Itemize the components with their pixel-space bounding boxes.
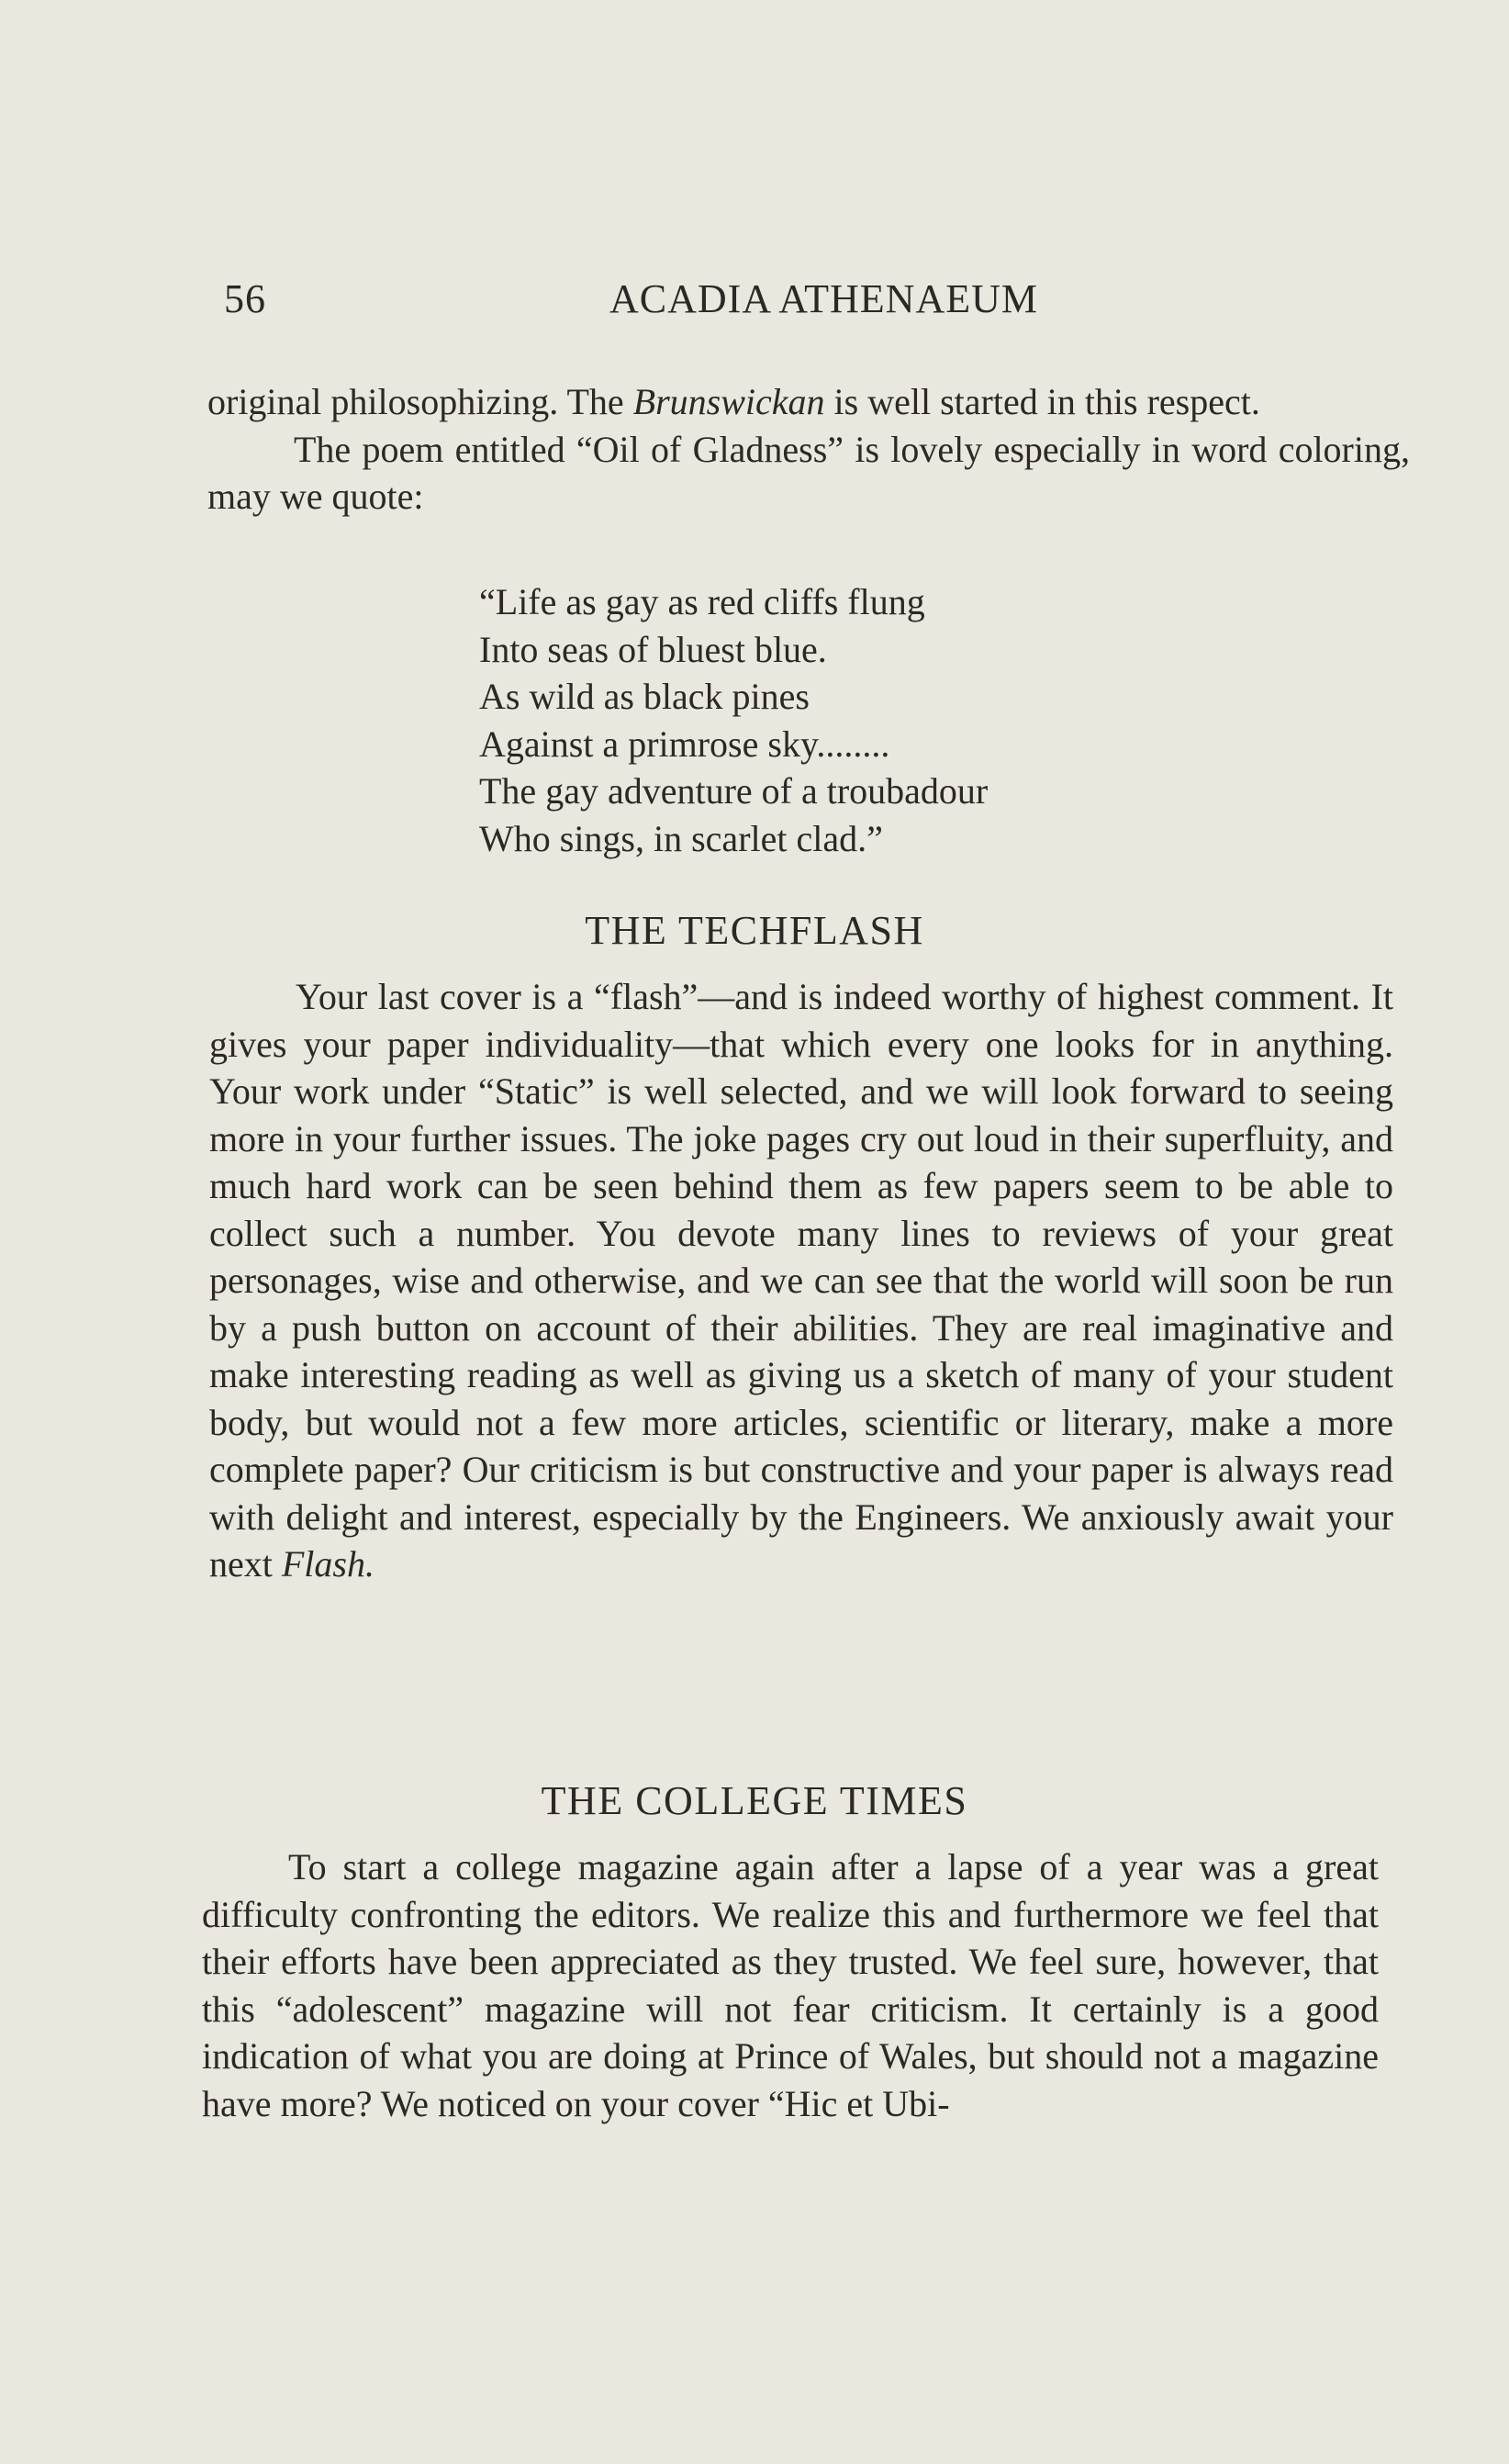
poem-quote: [479, 578, 988, 862]
poem-line: The gay adventure of a troubadour: [479, 770, 989, 812]
section-title-techflash: THE TECHFLASH: [585, 908, 924, 953]
page-header: [224, 275, 1120, 330]
publication-name-brunswickan: Brunswickan: [632, 381, 825, 422]
intro-text: [207, 378, 1410, 521]
techflash-text: [209, 973, 1393, 1588]
section-title-college-times: THE COLLEGE TIMES: [541, 1778, 968, 1823]
poem-line: Who sings, in scarlet clad.”: [479, 817, 883, 859]
intro-paragraph-2: The poem entitled “Oil of Gladness” is lovely especially in word coloring, may we quote:: [207, 428, 1410, 517]
intro-text-a: original philosophizing. The: [207, 381, 633, 422]
techflash-body: Your last cover is a “flash”—and is indeed worthy of highest comment. It gives your paper individuality—that which every one looks for in anything. Your work under “Static” is well selected, and we will look forward to seeing more in your further issues. The joke pages cry out loud in their superfluity, and much hard work can be seen behind them as few papers seem to be able to collect such a number. You devote many lines to reviews of your great personages, wise and otherwise, and we can see that the world will soon be run by a push button on account of their abilities. They are real imaginative and make interesting reading as well as giving us a sketch of many of your student body, but would not a few more articles, scientific or literary, make a more complete paper? Our criticism is but constructive and your paper is always read with delight and interest, especially by the Engineers. We anxiously await your next: [209, 976, 1393, 1585]
poem-line: Against a primrose sky........: [479, 722, 890, 765]
techflash-paragraph: [209, 973, 1393, 1588]
page-number: 56: [224, 276, 266, 321]
poem-line: “Life as gay as red cliffs flung: [479, 581, 925, 622]
college-times-text: [202, 1843, 1379, 2127]
poem-line: Into seas of bluest blue.: [479, 628, 827, 670]
running-head: ACADIA ATHENAEUM: [609, 276, 1038, 321]
college-times-paragraph: To start a college magazine again after a lapse of a year was a great difficulty confronting the editors. We realize this and furthermore we feel that their efforts have been appreciated as they trusted. We feel sure, however, that this “adolescent” magazine will not fear criticism. It certainly is a good indication of what you are doing at Prince of Wales, but should not a magazine have more? We noticed on your cover “Hic et Ubi-: [202, 1846, 1379, 2124]
poem-line: As wild as black pines: [479, 676, 810, 717]
publication-name-flash: Flash.: [281, 1543, 374, 1585]
intro-text-b: is well started in this respect.: [824, 381, 1260, 422]
intro-paragraph-1: [207, 378, 1410, 426]
